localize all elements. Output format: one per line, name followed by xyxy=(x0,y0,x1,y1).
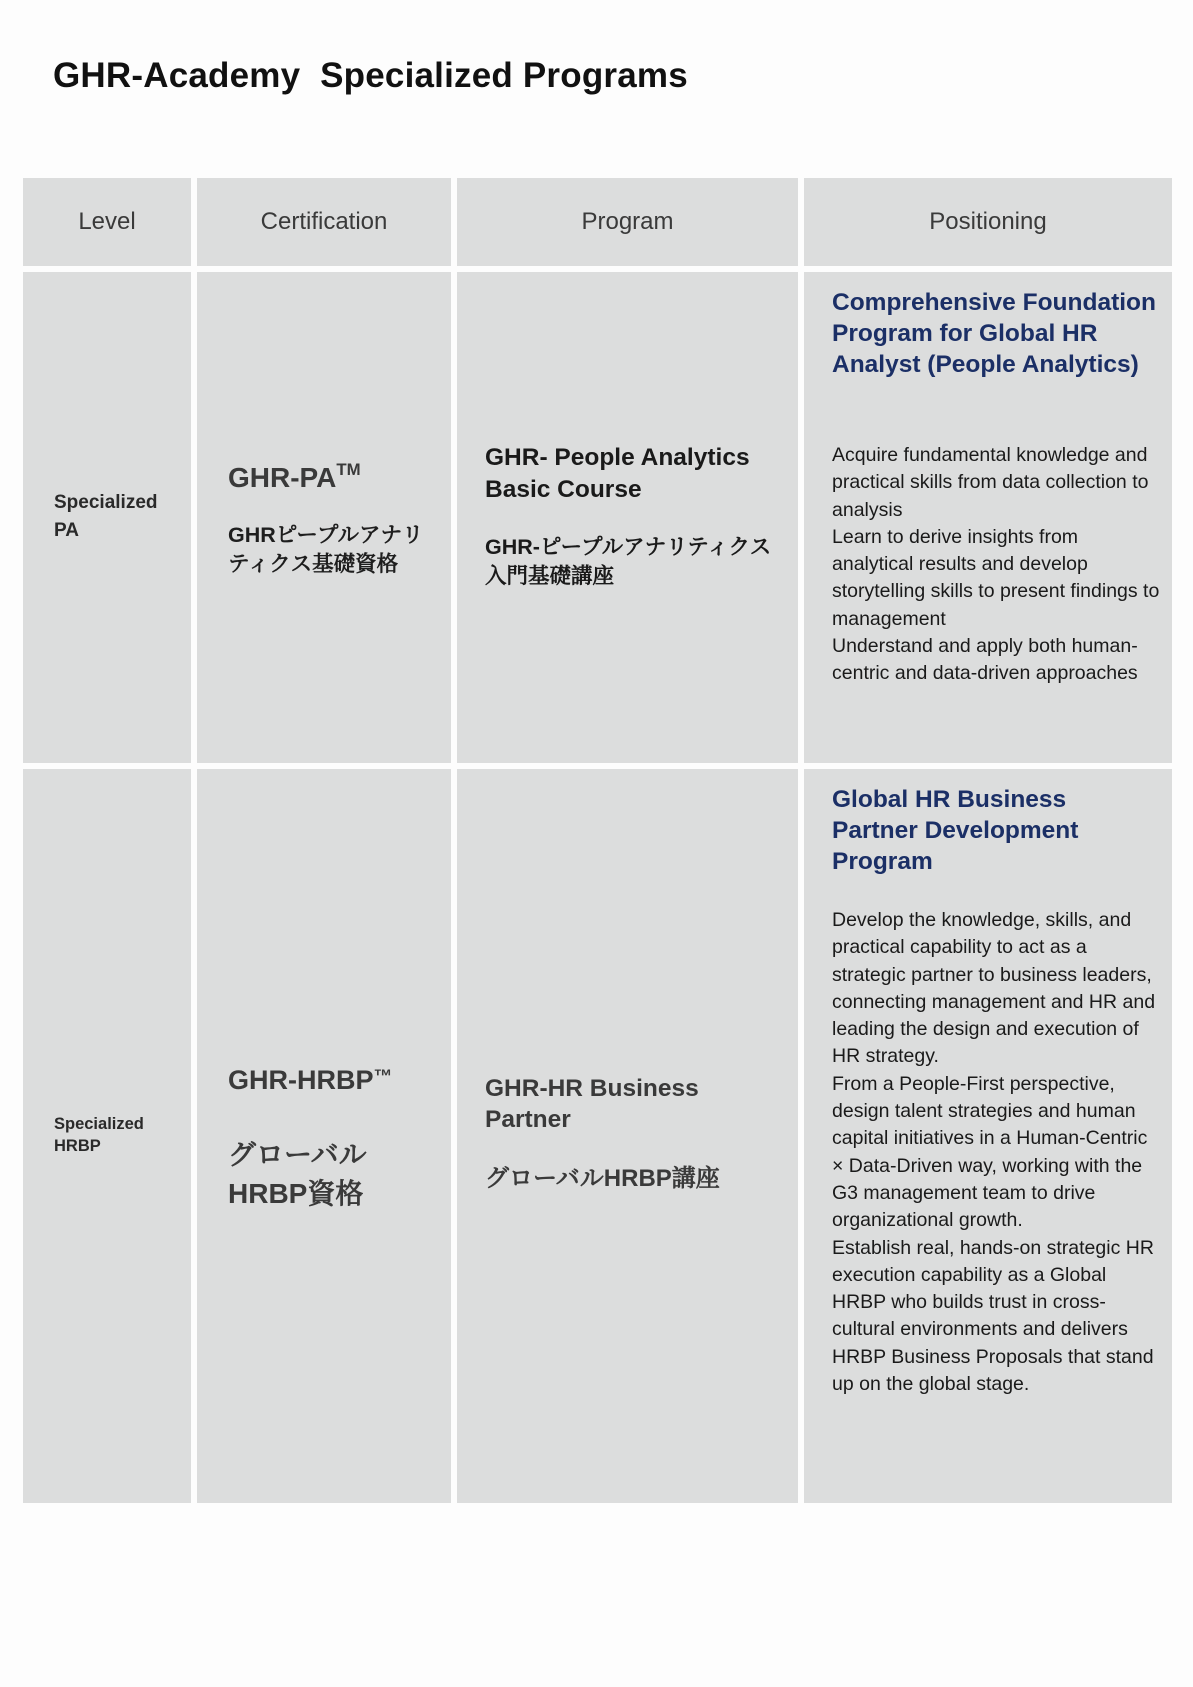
level-label: Specialized PA xyxy=(54,492,158,541)
program-name-ja: GHR-ピープルアナリティクス入門基礎講座 xyxy=(485,535,772,588)
table-row-pa-level-cell xyxy=(23,272,191,763)
table-row-hrbp-positioning-cell xyxy=(804,769,1172,1503)
positioning-title: Comprehensive Foundation Program for Global HR Analyst (People Analytics) xyxy=(832,289,1156,378)
header-cell-positioning: Positioning xyxy=(804,178,1172,266)
positioning-description: Acquire fundamental knowledge and practical skills from data collection to analysis Learn to derive insights from analytical results and develop storytelling skills to present findings to management Understand and apply both human-centric and data-driven approaches xyxy=(832,444,1160,685)
table-row-pa-program-cell xyxy=(457,272,798,763)
table-row-pa-positioning-cell xyxy=(804,272,1172,763)
trademark-mark: ™ xyxy=(373,1066,393,1088)
positioning-title: Global HR Business Partner Development Program xyxy=(832,786,1079,875)
table-row-pa-certification-cell xyxy=(197,272,451,763)
level-label: Specialized HRBP xyxy=(54,1115,144,1155)
program-name-en: GHR- People Analytics Basic Course xyxy=(485,444,750,503)
program-name-ja: グローバルHRBP講座 xyxy=(485,1165,720,1192)
certification-subtitle: グローバルHRBP資格 xyxy=(228,1139,367,1209)
certification-name: GHR-PA™ xyxy=(228,460,361,493)
header-cell-certification: Certification xyxy=(197,178,451,266)
table-row-hrbp-level-cell xyxy=(23,769,191,1503)
program-name-en: GHR-HR Business Partner xyxy=(485,1075,699,1133)
positioning-description: Develop the knowledge, skills, and practical capability to act as a strategic partner to business leaders, connecting management and HR and leading the design and execution of HR strategy. From a People-First perspective, design talent strategies and human capital initiatives in a Human-Centric × Data-Driven way, working with the G3 management team to drive organizational growth. Establish real, hands-on strategic HR execution capability as a Global HRBP who builds trust in cross-cultural environments and delivers HRBP Business Proposals that stand up on the global stage. xyxy=(832,909,1156,1396)
certification-name: GHR-HRBP™ xyxy=(228,1065,393,1095)
trademark-mark: TM xyxy=(336,460,361,479)
certification-subtitle: GHRピープルアナリティクス基礎資格 xyxy=(228,523,424,576)
table-row-hrbp-program-cell xyxy=(457,769,798,1503)
page-title: GHR-Academy Specialized Programs xyxy=(53,56,688,95)
table-row-hrbp-certification-cell xyxy=(197,769,451,1503)
header-cell-program: Program xyxy=(457,178,798,266)
header-cell-level: Level xyxy=(23,178,191,266)
